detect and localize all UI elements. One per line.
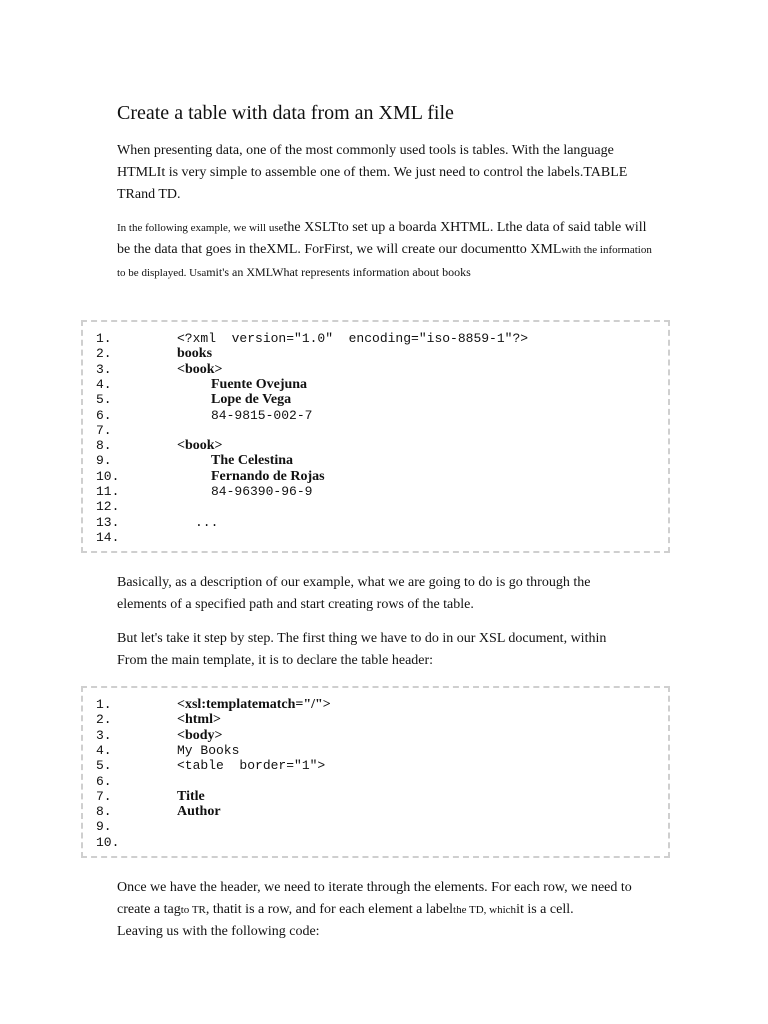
- code-text: books: [177, 346, 213, 362]
- code-line: [83, 331, 668, 346]
- code-text: Title: [177, 788, 205, 804]
- code-text: Lope de Vega: [211, 392, 292, 408]
- line-number: 6.: [96, 773, 112, 789]
- line-number: 11.: [96, 484, 120, 499]
- line-number: 9.: [96, 819, 112, 835]
- iteration-text-small: to TR: [180, 904, 206, 916]
- code-line: [83, 438, 668, 453]
- code-line: [83, 423, 668, 438]
- example-text-2: mit's an XMLWhat represents information about books: [206, 265, 471, 279]
- line-number: 5.: [96, 758, 112, 774]
- code-line: [83, 835, 668, 850]
- xsl-code-block: [81, 686, 670, 858]
- code-line: [83, 453, 668, 468]
- code-text: Author: [177, 804, 221, 820]
- code-line: [83, 408, 668, 423]
- line-number: 8.: [96, 804, 112, 820]
- code-text: <xsl:templatematch="/">: [177, 697, 331, 712]
- line-number: 3.: [96, 361, 112, 377]
- code-text: Fuente Ovejuna: [211, 376, 308, 392]
- document-title: Create a table with data from an XML file: [117, 102, 454, 124]
- line-number: 6.: [96, 407, 112, 423]
- code-line: [83, 758, 668, 773]
- iteration-text-small-2: the TD, which: [453, 904, 517, 916]
- line-number: 14.: [96, 529, 120, 545]
- line-number: 2.: [96, 712, 112, 728]
- xml-code-block: [81, 320, 670, 553]
- line-number: 8.: [96, 438, 112, 454]
- code-line: [83, 804, 668, 819]
- iteration-text-5: Leaving us with the following code:: [117, 924, 320, 939]
- code-text: <book>: [177, 361, 223, 377]
- code-line: [83, 362, 668, 377]
- code-line: [83, 346, 668, 361]
- line-number: 9.: [96, 453, 112, 469]
- code-line: [83, 774, 668, 789]
- line-number: 7.: [96, 788, 112, 804]
- example-text-small-2: with the information to be displayed. Usa: [117, 244, 652, 279]
- line-number: 12.: [96, 499, 120, 515]
- code-line: [83, 377, 668, 392]
- code-line: [83, 789, 668, 804]
- iteration-paragraph: [117, 877, 647, 943]
- line-number: 5.: [96, 392, 112, 408]
- code-line: [83, 469, 668, 484]
- step-paragraph: But let's take it step by step. The first thing we have to do in our XSL document, within From the main template, it is to declare the table header:: [117, 631, 607, 668]
- line-number: 10.: [96, 468, 120, 484]
- line-number: 7.: [96, 422, 112, 438]
- code-text: The Celestina: [211, 453, 294, 469]
- code-text: <body>: [177, 727, 223, 743]
- code-line: [83, 743, 668, 758]
- example-text-small: In the following example, we will use: [117, 222, 284, 234]
- code-text: <book>: [177, 438, 223, 454]
- code-text: <?xml version="1.0" encoding="iso-8859-1"?>: [177, 331, 529, 346]
- code-line: [83, 697, 668, 712]
- code-text: <table border="1">: [177, 758, 326, 774]
- line-number: 3.: [96, 727, 112, 743]
- line-number: 2.: [96, 346, 112, 362]
- code-line: [83, 515, 668, 530]
- line-number: 1.: [96, 331, 112, 346]
- example-text: the XSLTto set up a boarda XHTML. Lthe data of said table will be the data that goes in theXML. ForFirst, we will create our documentto XML: [117, 220, 647, 257]
- example-paragraph: [117, 217, 657, 284]
- code-line: [83, 819, 668, 834]
- line-number: 4.: [96, 376, 112, 392]
- line-number: 4.: [96, 742, 112, 758]
- code-text: Fernando de Rojas: [211, 468, 325, 484]
- code-text: ...: [195, 514, 219, 530]
- code-line: [83, 392, 668, 407]
- code-line: [83, 499, 668, 514]
- line-number: 1.: [96, 697, 112, 712]
- code-text: 84-96390-96-9: [211, 484, 313, 499]
- iteration-text-2: , that: [205, 902, 234, 917]
- iteration-text-3: it is a row, and for each element a label: [233, 902, 454, 917]
- intro-paragraph: When presenting data, one of the most commonly used tools is tables. With the language HTMLIt is very simple to assemble one of them. We just need to control the labels.TABLE TRand TD.: [117, 143, 628, 202]
- code-line: [83, 530, 668, 545]
- code-line: [83, 728, 668, 743]
- code-line: [83, 484, 668, 499]
- iteration-text-4: it is a cell.: [516, 902, 574, 917]
- line-number: 13.: [96, 514, 120, 530]
- code-text: 84-9815-002-7: [211, 407, 313, 423]
- description-paragraph: Basically, as a description of our example, what we are going to do is go through the elements of a specified path and start creating rows of the table.: [117, 575, 591, 612]
- code-line: [83, 712, 668, 727]
- code-text: <html>: [177, 712, 221, 728]
- line-number: 10.: [96, 834, 120, 850]
- iteration-text: Once we have the header, we need to iterate through the elements. For each row, we need to create a tag: [117, 880, 632, 917]
- code-text: My Books: [177, 742, 240, 758]
